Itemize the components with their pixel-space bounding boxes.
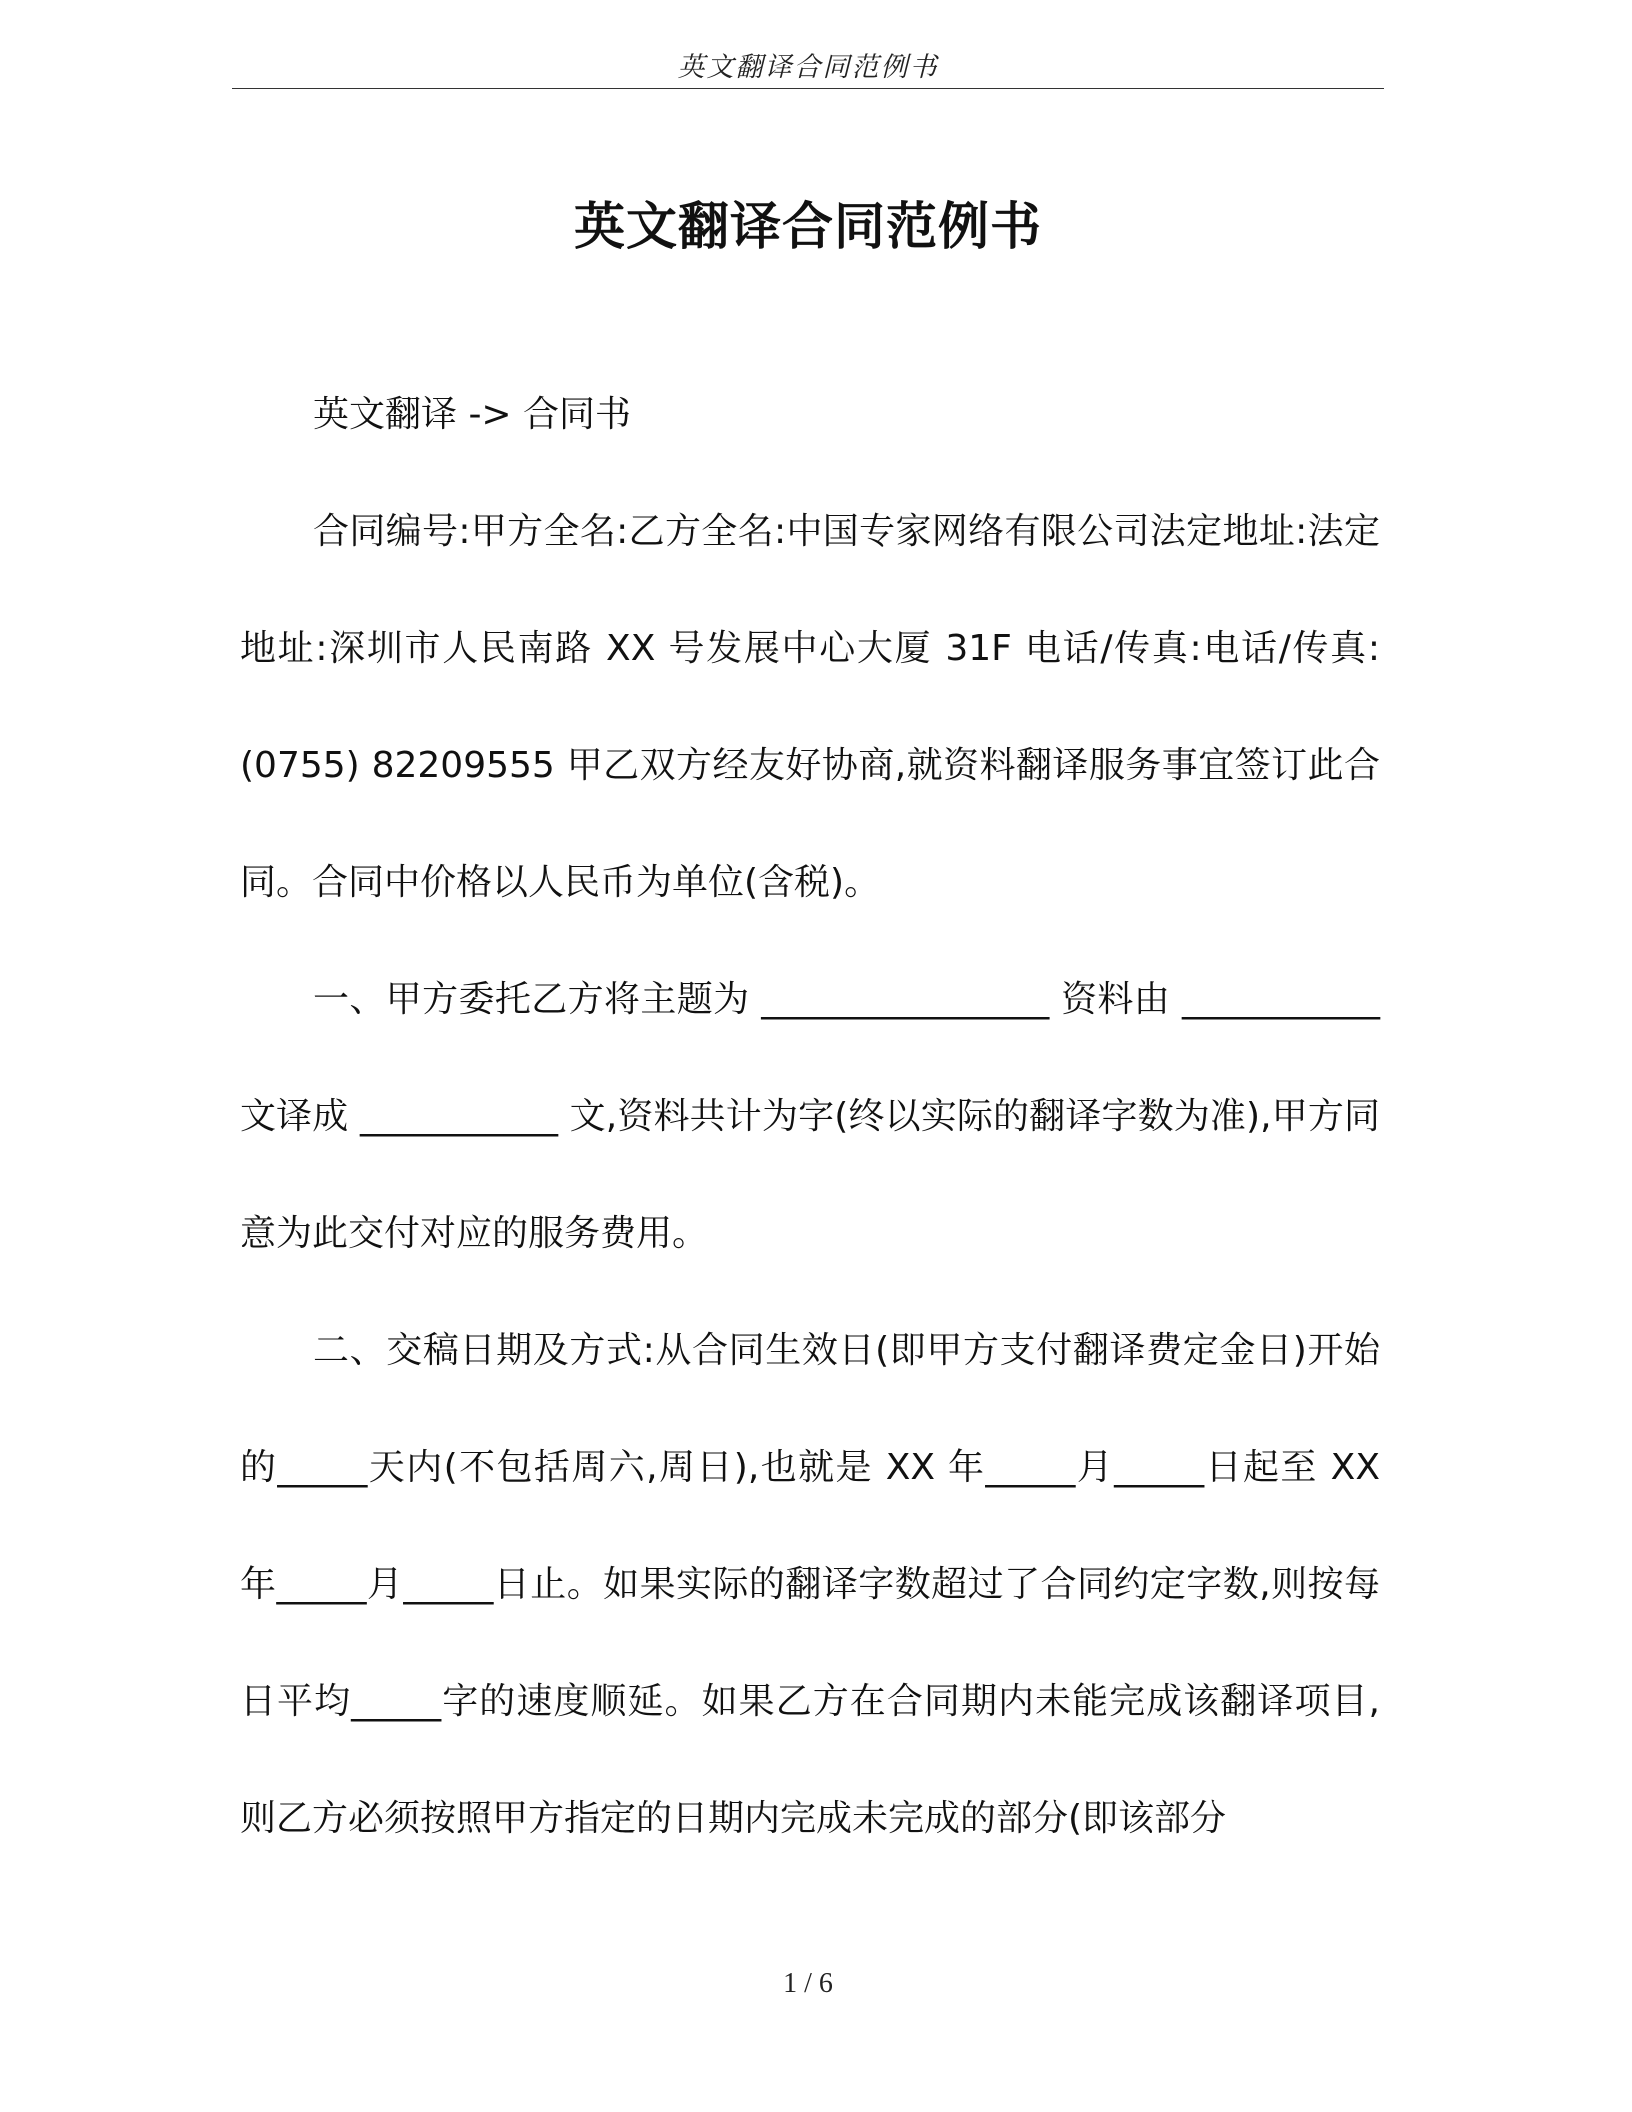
- paragraph-subtitle: 英文翻译 -> 合同书: [313, 394, 632, 435]
- running-header: 英文翻译合同范例书: [677, 52, 939, 83]
- paragraph-clause-1: 一、甲方委托乙方将主题为 ________________ 资料由 ___________ 文译成 ___________ 文,资料共计为字(终以实际的翻译字数为准),甲方同意为此交付对应的服务费用。: [240, 979, 1380, 1254]
- document-title: 英文翻译合同范例书: [573, 198, 1042, 257]
- header-divider: [232, 88, 1384, 89]
- paragraph-parties: 合同编号:甲方全名:乙方全名:中国专家网络有限公司法定地址:法定地址:深圳市人民南路 XX 号发展中心大厦 31F 电话/传真:电话/传真:(0755) 82209555 甲乙双方经友好协商,就资料翻译服务事宜签订此合同。合同中价格以人民币为单位(含税)。: [240, 511, 1380, 903]
- page-number: 1 / 6: [783, 1968, 833, 1999]
- paragraph-clause-2: 二、交稿日期及方式:从合同生效日(即甲方支付翻译费定金日)开始的_____天内(不包括周六,周日),也就是 XX 年_____月_____日起至 XX 年_____月_____日止。如果实际的翻译字数超过了合同约定字数,则按每日平均_____字的速度顺延。如果乙方在合同期内未能完成该翻译项目,则乙方必须按照甲方指定的日期内完成未完成的部分(即该部分: [240, 1330, 1380, 1839]
- document-body: [240, 356, 1380, 1877]
